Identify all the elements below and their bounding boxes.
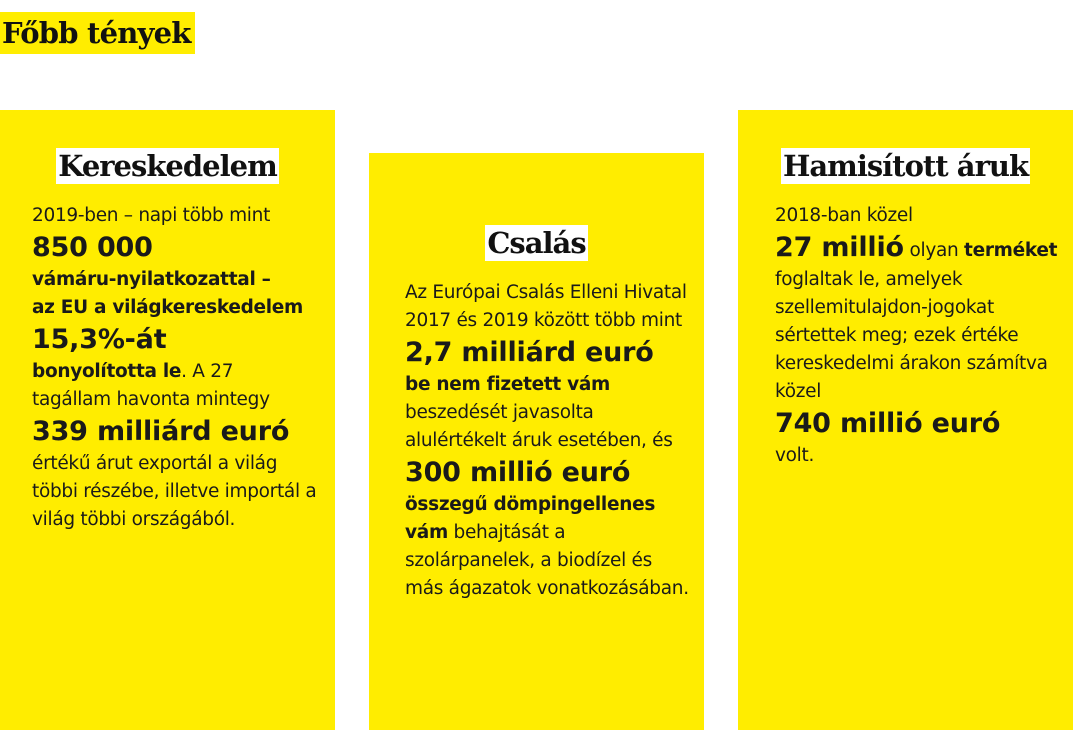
trade-declarations-text-1: vámáru-nyilatkozattal – xyxy=(32,269,271,290)
trade-declarations-text-2: az EU a világkereskedelem xyxy=(32,297,304,318)
counterfeit-text-b: foglaltak le, amelyek szellemitulajdon-jogokat sértettek meg; ezek értéke kereskedelmi árakon számítva közel xyxy=(775,269,1048,402)
counterfeit-intro: 2018-ban közel xyxy=(775,205,913,226)
trade-stat-share: 15,3%-át xyxy=(32,324,167,355)
fraud-duty-text: behajtását a szolárpanelek, a biodízel és más ágazatok vonatkozásában. xyxy=(405,522,689,599)
counterfeit-stat-items: 27 millió xyxy=(775,232,904,263)
trade-share-text xyxy=(32,358,325,386)
fraud-unpaid-text: beszedését javasolta alulértékelt áruk esetében, és xyxy=(405,402,673,451)
fraud-stat-antidumping: 300 millió euró xyxy=(405,457,631,488)
counterfeit-text-a: olyan xyxy=(909,240,959,261)
fraud-antidumping-text xyxy=(405,519,694,603)
trade-share-bold: bonyolította le xyxy=(32,361,182,382)
trade-stat-declarations: 850 000 xyxy=(32,232,153,263)
fraud-stat-unpaid: 2,7 milliárd euró xyxy=(405,337,654,368)
trade-share-tail: . A 27 xyxy=(181,361,234,382)
fraud-antidumping-bold: összegű dömpingellenes xyxy=(405,494,656,515)
page-title: Főbb tények xyxy=(0,12,195,54)
fraud-title: Csalás xyxy=(487,226,586,260)
fraud-panel xyxy=(369,153,704,730)
counterfeit-seized-text xyxy=(775,230,1063,406)
trade-value-text: értékű árut exportál a világ többi részébe, illetve importál a világ többi országából. xyxy=(32,453,317,530)
trade-panel xyxy=(0,110,335,730)
fraud-duty-bold: vám xyxy=(405,522,448,543)
counterfeit-value-text: volt. xyxy=(775,445,815,466)
counterfeit-panel xyxy=(738,110,1073,730)
trade-intro: 2019-ben – napi több mint xyxy=(32,205,271,226)
trade-monthly-text: tagállam havonta mintegy xyxy=(32,389,270,410)
trade-title: Kereskedelem xyxy=(58,149,277,183)
counterfeit-stat-value: 740 millió euró xyxy=(775,408,1001,439)
fraud-unpaid-bold: be nem fizetett vám xyxy=(405,374,611,395)
trade-stat-value: 339 milliárd euró xyxy=(32,416,290,447)
counterfeit-title: Hamisított áruk xyxy=(782,149,1029,183)
fraud-intro: Az Európai Csalás Elleni Hivatal 2017 és 2019 között több mint xyxy=(405,282,687,331)
counterfeit-bold: terméket xyxy=(964,240,1058,261)
